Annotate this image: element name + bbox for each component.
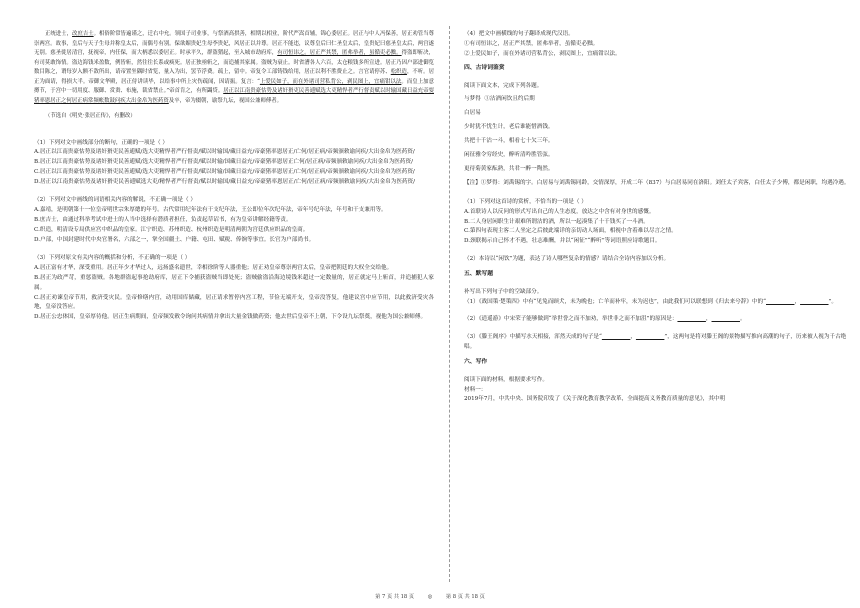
underlined-sentence-2: 上爱民如子，而在外诸司营私背公，剥民 — [259, 78, 358, 85]
answer-blank[interactable] — [677, 316, 705, 322]
section-4-q1-stem: （1）下列对这首诗的赏析，不恰当的一项是（ ） — [464, 198, 587, 205]
question-4-sentence-2: ②上爱民如子，而在外诸司营私背公，剥民图上，宜痛钳以法。 — [464, 50, 621, 57]
poem-author: 白居易 — [464, 110, 481, 117]
question-4-stem: （4）把文中画横线的句子翻译成现代汉语。 — [464, 31, 574, 37]
passage-text: 及卒，帝为辍朝，谕祭九坛，视国公兼师傅者。 — [168, 97, 283, 104]
question-4-sentence-1: ①有司恒讳之，居正严其禁，匿弗举者，虽循吏必黜。 — [464, 40, 599, 47]
passage-source: （节选自《明史·张居正传》，有删改） — [45, 113, 136, 119]
section-5-q1 — [464, 298, 854, 308]
section-6-body: 2019年7月，中共中央、国务院印发了《关于深化教育教学改革，全面提高义务教育质量的意见》，其中明 — [464, 396, 726, 403]
question-2-option-c: C.织造，明清设专局供应宫中织品的皇家。江宁织造、苏州织造、杭州织造是明清两朝为宫廷供应织品的皇商。 — [34, 226, 309, 233]
underlined-term: 改庶吉士 — [72, 31, 94, 37]
q1-end: ”。 — [828, 298, 837, 305]
passage-text: ，不听。居正为面请，得损大半。帝御文华殿，居正侍讲读毕，以给事中所上灾伤疏闻，因请振。复言：“ — [34, 69, 434, 85]
q3-text: （3）《滕王阁序》中描写水天相接，浑然天成的句子是“ — [464, 334, 602, 341]
q3-end: ”，这两句是将对滕王阁的景物描写推向高潮的句子，历来被人视为千古绝唱。 — [464, 334, 847, 350]
poem-line-2: 共把十千沽一斗，相看七十欠三年。 — [464, 138, 554, 145]
section-6-title: 六、写作 — [464, 358, 488, 365]
footer-left-page-number: 第 7 页 共 18 页 — [375, 594, 415, 600]
wavy-underlined-segment: 居正以江南贵豪怙势及诸奸猾吏民善逋赋选大吏精悍者严行督责赋以时输国藏日益充帝耍猪率恩居正 — [34, 88, 434, 104]
page-footer — [0, 593, 860, 600]
poem-line-4: 更待菊黄家酝熟，共君一醉一陶然。 — [464, 166, 554, 173]
q2-end: 。 — [739, 316, 746, 323]
section-5-q3 — [464, 333, 854, 353]
section-5-intro: 补写出下列句子中的空缺部分。 — [464, 288, 543, 295]
question-1-option-c: C.居正以江南贵豪怙势及诸奸猾吏民善逋赋/选大吏精悍者严行督责/赋以时输/国藏日益充/帝豪猪率恩居正/亡何/居正病/帝频颁敕谕问疾/大出金帛为医药资/ — [34, 168, 415, 175]
question-3-option-d: D.居正公忠体国，皇帝厚待他。居正生病期间，皇帝频发敕令询问其病情并拿出大量金钱做药资；他去世后皇帝不上朝，下令设九坛祭奠，视他为国公兼师傅。 — [34, 314, 427, 321]
footer-right-page-number: 第 8 页 共 18 页 — [445, 594, 485, 600]
poem-line-1: 少时犹不忧生计，老后谁能惜酒钱。 — [464, 124, 554, 131]
wavy-underlined-segment-2: 之何居正病常频帐数鼓问疾大出金帛为医药资 — [60, 97, 169, 104]
question-1-option-a: A.居正以江南贵豪怙势及诸奸猾吏民善逋赋/选大吏精悍者严行督责/赋以时输国/藏日益充/帝豪猪率恩居正/亡何/居正病/帝频颁敕谕问疾/大出金帛为医药资/ — [34, 149, 415, 156]
section-5-q2 — [464, 315, 854, 325]
section-4-intro: 阅读下面文本，完成下列各题。 — [464, 83, 543, 90]
underlined-sentence-1: 有司恒讳之。居正严其禁，匿弗举者，虽循吏必黜。 — [277, 50, 402, 56]
q1-text: （1）《战国策·楚策四》中有“见兔而顾犬，未为晚也；亡羊而补牢，未为迟也”，由此我们可以联想到《归去来兮辞》中的“ — [464, 298, 766, 305]
q3-separator: ， — [630, 334, 636, 341]
page-divider — [449, 26, 450, 582]
section-4-q1-option-b: B.二人身居闲职生计艰难所谓沽的酒，所以一起凑集了十千钱买了一斗酒。 — [464, 218, 649, 225]
underlined-sentence-2b: 图上，宜痛钳以法 — [357, 78, 402, 85]
passage-text: 正统进士， — [45, 31, 73, 37]
right-page — [464, 30, 854, 586]
answer-blank[interactable] — [712, 316, 740, 322]
poem-title-text: 与梦得 — [464, 96, 481, 103]
section-6-intro: 阅读下面的材料，根据要求写作。 — [464, 376, 548, 383]
section-5-title: 五、默写题 — [464, 270, 493, 277]
footer-center-mark: ◎ — [427, 594, 433, 600]
answer-blank[interactable] — [602, 334, 630, 340]
question-3-stem: （3）下列对原文有关内容的概括和分析，不正确的一项是（ ） — [34, 255, 191, 262]
answer-blank[interactable] — [636, 334, 664, 340]
answer-blank[interactable] — [766, 299, 794, 305]
passage-text: 。相俗阶常皆遍谨之，迁右中允。领国子司业事，与祭酒高拱善，相期以相业，阶代严嵩首辅，锦心委居正。居正与中人冯保善，居正劝管当尊崇两宫。故事，皇后与天子生母并称皇太后，而偶号有别。保欲媚贵妃生母李贵妃，风居正以并尊。居正不能违，议尊皇后曰仁圣皇太后，皇贵妃曰慈圣皇太后，两宫遂无别。慈圣徙居清宫，抚视帝，内任保，而大柄悉以委居正。时承平久，群盗猬起，至入城市劫府库， — [34, 31, 434, 56]
question-1-stem: （1）下列对文中画线部分的断句，正确的一项是（ ） — [34, 139, 168, 146]
passage-paragraph — [34, 30, 434, 106]
question-1-option-d: D.居正以江南贵豪怙势及诸奸猾吏民善逋赋选大吏/精悍者严行督责/赋以时输国/藏日益充/帝豪猪率恩居正/亡何/居正病/帝频颁敕谕问疾/大出金帛为医药资/ — [34, 178, 416, 185]
poem-note: 【注】①梦得：刘禹锡的字。白居易与刘禹锡同龄，交情深厚，开成二年（837）与白居易同在洛阳。刘任太子宾客，白任太子少傅，都是闲职，均遇冷遇。 — [464, 180, 850, 187]
section-4-q2: （2）本诗以“闲饮”为题，表达了诗人哪些复杂的情感？请结合全诗内容加以分析。 — [464, 255, 670, 262]
section-4-q1-option-c: C.第四句表现主客二人坐定之后彼此端详的亲切动人场面，相视中含着难以尽言之情。 — [464, 228, 677, 235]
section-4-title: 四、古诗词鉴赏 — [464, 65, 505, 72]
answer-blank[interactable] — [800, 299, 828, 305]
poem-title — [464, 92, 854, 106]
underlined-term: 松织造 — [390, 69, 407, 75]
q2-separator: ， — [705, 316, 712, 323]
question-2-option-a: A.嘉靖，是明朝第十一位皇帝明世宗朱厚熜的年号。古代常用纪年法有干支纪年法，王公即位年次纪年法，帝年号纪年法，年号和干支兼用等。 — [34, 207, 387, 214]
question-3-option-a: A.居正富有才华，深受重用。居正年少才华过人，远扬盛名遗世，幸相徐阶等人器重他；居正劝皇帝尊崇两宫太后，皇帝把朝廷的大权全交给他。 — [34, 265, 393, 272]
question-2-option-d: D.户部，中国封建时代中央官署名，六部之一，掌全国疆土、户籍、屯田、赋税、俸饷等事宜。长官为户部尚书。 — [34, 236, 315, 243]
left-page — [34, 30, 434, 586]
question-3-option-c: C.居正劝谏皇帝节用，救济受灾民。皇帝修缮内宫，动用国库储藏，居正请求暂停内宫工程，节俭无端开支，皇帝没答复，他建议宫中应节用，以此救济受灾各地，皇帝没答应。 — [34, 294, 434, 311]
question-2-option-b: B.庶吉士，由通过科举考试中进士的人当中选择有潜质者担任，负责起草诏书，有为皇帝讲解经籍等责。 — [34, 217, 292, 224]
section-4-q1-option-a: A.首联诗人以反问的形式写出自己的人生态度，放达之中含有对身世的感慨。 — [464, 208, 655, 215]
passage-text: 得盗即斩决，有司莫敢饰情。盗边海钱米盈数，例皆斩，然往往长系或瘐死。居正独亟斩之，而追捕其家属。盗贼为衰止。时省漕各人六百，太仓粮钱多所宣进。居正乃因户部进御览数目陈之，谓每岁入额不敌所出，请帝置坐隅时省览，量入为出，罢节浮费。疏上，留中。帝复令工部铸钱给用，居正以利不胜费止之。言官请停苏、 — [34, 50, 434, 75]
question-3-option-b: B.居正为政严苛，重惩盗贼。各地群盗起事抢劫府库，居正下令捕获盗贼当即处死；盗贼偷盗沿海边境钱米超过一定数量的，居正就定马上斩首，并追捕犯人家属。 — [34, 275, 434, 291]
section-6-material-label: 材料一： — [464, 386, 487, 393]
question-2-stem: （2）下列对文中画线的词语相关内容的解说，不正确一项是（ ） — [34, 197, 196, 204]
q1-separator: ， — [794, 298, 801, 305]
passage-text: 。而皇上加意撙节，于宫中一切用度、服御、赏赉、布施，裁省禁止。”帝首肯之，有所蠲贷。 — [34, 78, 434, 94]
poem-subtitle: ①沽酒闲饮且约后期 — [484, 96, 535, 103]
q2-text: （2）《逍遥游》中宋荣子能够做到“举世誉之而不加劝，举世非之而不加沮”的原因是： — [464, 316, 678, 323]
question-1-option-b: B.居正以江南贵豪怙势及诸奸猾吏民善逋赋/选大吏精悍者严行督责/赋以时输/国藏日益充/帝豪猪率恩居正亡何/居正病/帝频颁敕谕问疾/大出金帛为医药资/ — [34, 159, 413, 166]
poem-line-3: 闲征雅令穷经史，醉听清吟胜管弦。 — [464, 152, 554, 159]
section-4-q1-option-d: D.颈联揭示自己怀才不遇，壮志难酬，并以“闲征”“醉听”等词语照应诗歌题目。 — [464, 238, 661, 245]
